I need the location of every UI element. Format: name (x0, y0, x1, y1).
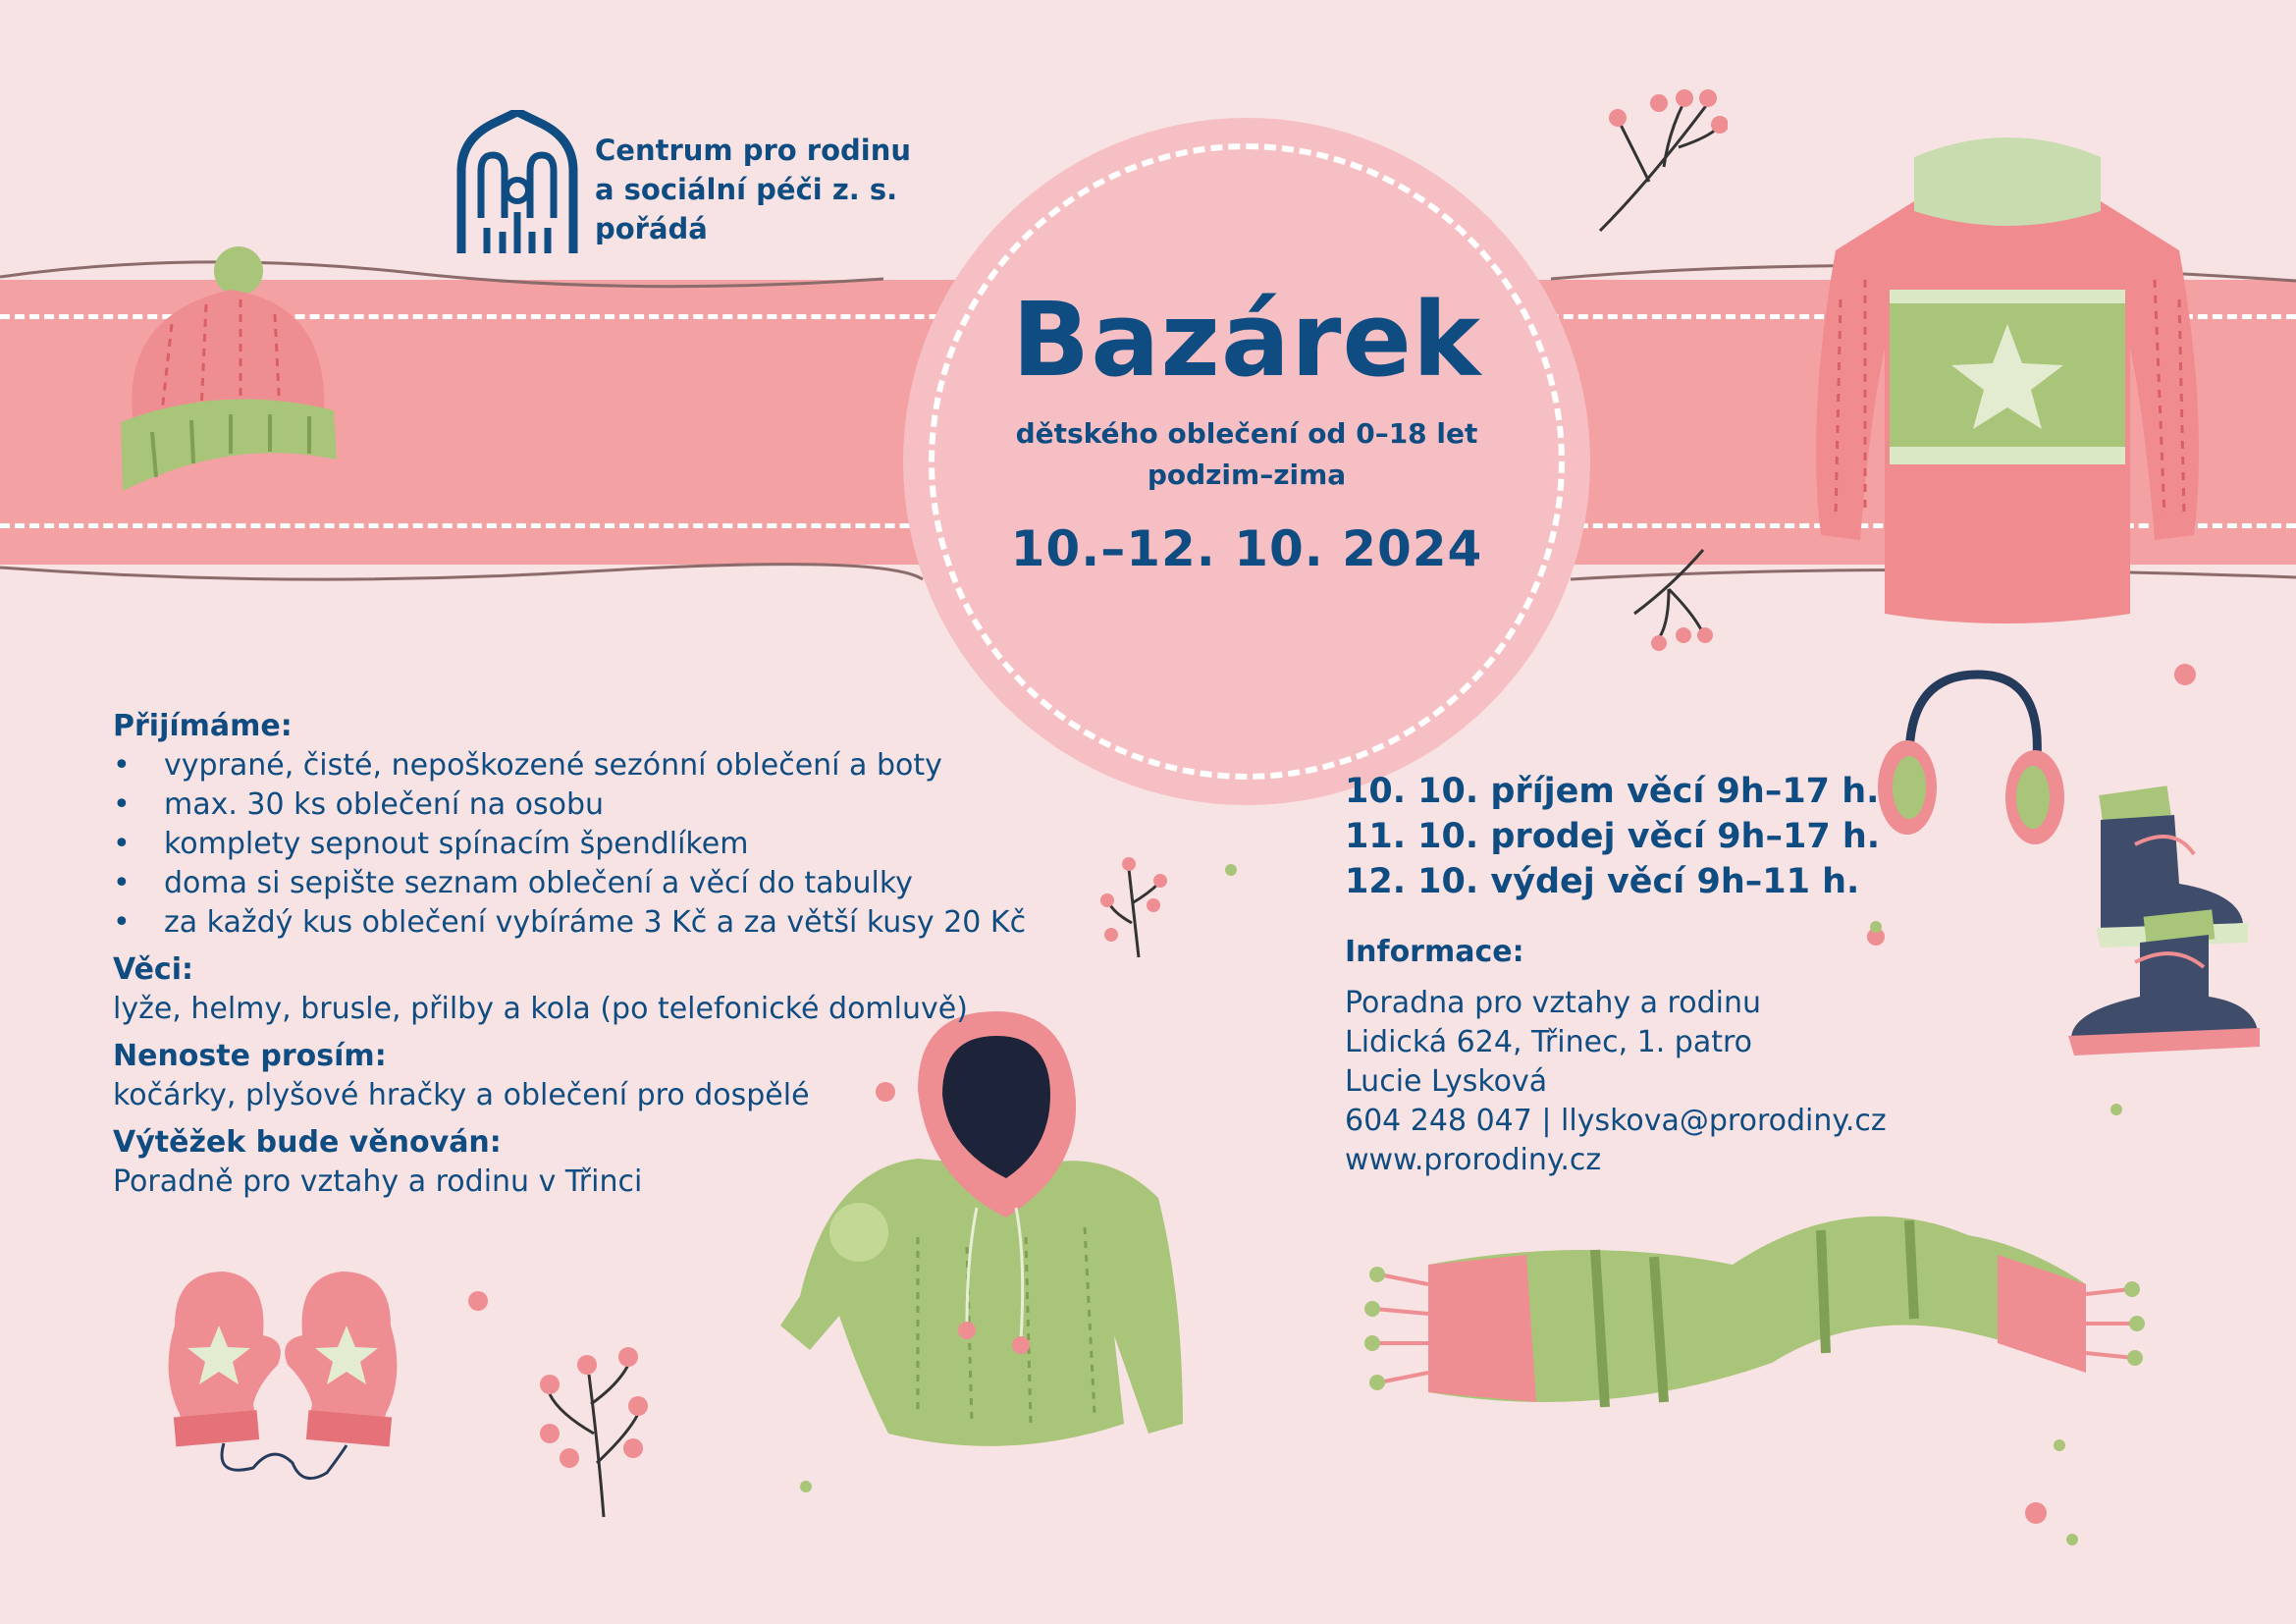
decor-dot (468, 1291, 488, 1311)
proceeds-section (113, 1123, 1055, 1202)
scarf-illustration (1360, 1196, 2145, 1441)
organization-logo-icon (454, 110, 581, 255)
berry-branch-top (1590, 83, 1728, 241)
mittens-illustration (155, 1267, 410, 1483)
dont-bring-section (113, 1037, 1055, 1115)
decor-dot (2054, 1439, 2065, 1451)
schedule-item: 11. 10. prodej věcí 9h–17 h. (1345, 817, 1881, 856)
things-section (113, 950, 1055, 1029)
organization-name-line1: Centrum pro rodinu (595, 134, 912, 167)
earmuffs-illustration (1870, 670, 2066, 866)
dont-bring-text: kočárky, plyšové hračky a oblečení pro dospělé (113, 1078, 810, 1112)
berry-branch-middle (1625, 545, 1723, 653)
info-person: Lucie Lysková (1345, 1064, 1548, 1099)
info-organization: Poradna pro vztahy a rodinu (1345, 986, 1761, 1020)
event-subtitle: dětského oblečení od 0–18 let (1015, 417, 1478, 450)
accept-section (113, 707, 1055, 943)
schedule-item: 10. 10. příjem věcí 9h–17 h. (1345, 772, 1880, 811)
decor-dot (2174, 664, 2196, 685)
berry-branch-bottom (530, 1335, 658, 1522)
things-heading: Věci: (113, 952, 193, 987)
accept-item: • vyprané, čisté, nepoškozené sezónní oblečení a boty (113, 746, 1055, 785)
info-heading: Informace: (1345, 935, 1524, 969)
info-contact: 604 248 047 | llyskova@prorodiny.cz (1345, 1104, 1887, 1138)
organization-name-line2: a sociální péči z. s. (595, 173, 898, 206)
accept-item: • komplety sepnout spínacím špendlíkem (113, 825, 1055, 864)
decor-dot (2110, 1104, 2122, 1115)
organization-presents: pořádá (595, 212, 708, 245)
sweater-illustration (1806, 123, 2218, 633)
contact-info (1345, 933, 1887, 1180)
decor-dot (1225, 864, 1237, 876)
info-address: Lidická 624, Třinec, 1. patro (1345, 1025, 1753, 1059)
accept-list (113, 746, 1055, 943)
things-text: lyže, helmy, brusle, přilby a kola (po telefonické domluvě) (113, 992, 968, 1026)
accept-item: • doma si sepište seznam oblečení a věcí do tabulky (113, 864, 1055, 903)
boots-illustration (2056, 785, 2263, 1060)
event-details-left (113, 707, 1055, 1210)
accept-heading: Přijímáme: (113, 709, 293, 743)
berry-branch-small (1099, 854, 1178, 962)
proceeds-heading: Výtěžek bude věnován: (113, 1125, 502, 1160)
info-website: www.prorodiny.cz (1345, 1143, 1602, 1177)
schedule (1345, 769, 1880, 904)
proceeds-text: Poradně pro vztahy a rodinu v Třinci (113, 1164, 643, 1199)
accept-item: • max. 30 ks oblečení na osobu (113, 785, 1055, 825)
event-dates: 10.–12. 10. 2024 (1010, 520, 1483, 577)
decor-dot (2066, 1534, 2078, 1545)
event-title: Bazárek (1011, 280, 1482, 400)
decor-dot (1870, 921, 1882, 933)
organization-name (595, 131, 911, 248)
decor-dot (800, 1481, 812, 1492)
schedule-item: 12. 10. výdej věcí 9h–11 h. (1345, 862, 1860, 901)
accept-item: • za každý kus oblečení vybíráme 3 Kč a za větší kusy 20 Kč (113, 903, 1055, 943)
decor-dot (2025, 1502, 2047, 1524)
event-season: podzim–zima (1147, 459, 1347, 491)
winter-hat-illustration (113, 245, 339, 506)
dont-bring-heading: Nenoste prosím: (113, 1039, 387, 1073)
